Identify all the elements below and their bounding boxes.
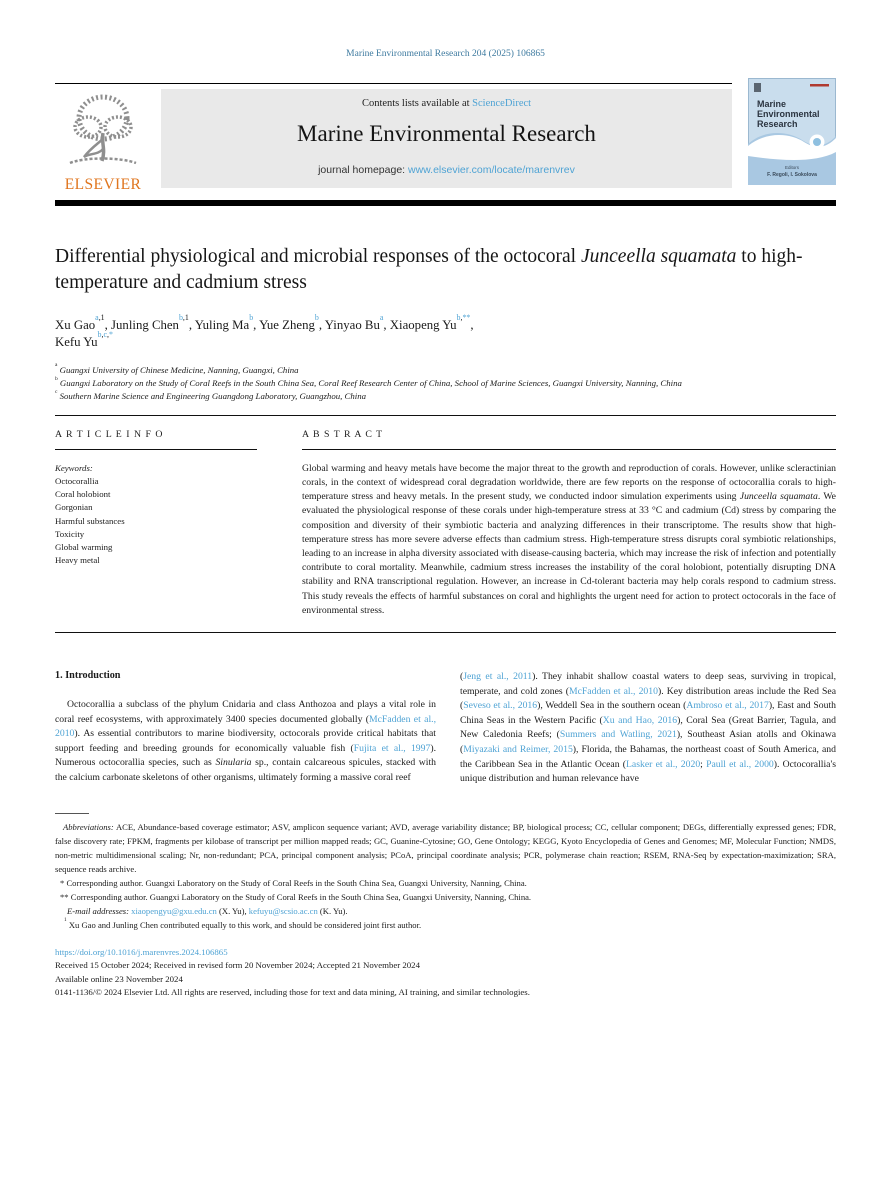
text-link[interactable]: Jeng et al., 2011 [463,670,533,682]
affiliations [55,364,836,404]
text-link[interactable]: ScienceDirect [472,98,532,109]
article-body [55,670,836,787]
info-block-bottom-rule [55,632,836,633]
contents-list-line: Contents lists available at ScienceDirect [361,98,532,109]
affiliation-b: $^b$ Guangxi Laboratory on the Study of Coral Reefs in the South China Sea, Coral Reef Research Center of China, School of Marine Sciences, Guangxi University, Nanning, China [55,375,682,388]
keyword-item: Gorgonian [55,502,93,513]
affiliation-a: $^a$ Guangxi University of Chinese Medicine, Nanning, Guangxi, China [55,362,299,375]
journal-citation: Marine Environmental Research 204 (2025) 106865 [346,49,545,59]
joint-first-author-note: $^1$ Xu Gao and Junling Chen contributed equally to this work, and should be considered joint first author. [64,917,422,930]
journal-masthead [55,83,836,194]
journal-homepage-line: journal homepage: www.elsevier.com/locate/marenvrev [318,164,575,176]
abstract-paragraph: Global warming and heavy metals have become the major threat to the growth and reproduction of corals. However, unlike scleractinian corals, in the context of widespread coral degradation worldwide, there are few reports on the response of octocorallia corals to high-temperature stress and heavy metals. In the present study, we conducted indoor simulation experiments using Junceella squamata. We evaluated the physiological response of these corals under high-temperature stress at 33 °C and cadmium (Cd) stress by comparing the composition and diversity of their symbiotic bacteria and analyzing differences in their transcriptome. The results show that high-temperature stress has more severe adverse effects than cadmium stress. High-temperature stress disrupts coral symbiotic relationships, leading to an increase in alpha diversity associated with disease-causing bacteria, which may increase the risk of infection and potentially contribute to coral mortality. Meanwhile, cadmium stress increases the instability of the coral holobiont, potentially disrupting DNA stability and RNA transcriptional regulation. However, an increase in Cd-tolerant bacteria may help corals respond to cadmium stress. This study reveals the effects of harmful substances on coral and highlights the urgent need for action to protect octocorals in the face of environmental stress. [302,462,836,616]
text-link[interactable]: Fujita et al., 1997 [353,742,431,754]
text-link[interactable]: xiaopengyu@gxu.edu.cn [131,905,217,916]
journal-cover-art [748,78,836,185]
text-link[interactable]: McFadden et al., 2010 [55,713,436,740]
text-link[interactable]: Seveso et al., 2016 [463,700,538,712]
keyword-item: Toxicity [55,528,85,539]
cover-editors-label: Editors [784,165,800,170]
elsevier-wordmark: ELSEVIER [64,176,142,193]
article-info-column [55,429,257,618]
article-info-heading: A R T I C L E I N F O [55,428,164,440]
article-title: Differential physiological and microbial responses of the octocoral Junceella squamata to high-temperature and cadmium stress [55,245,803,293]
header-divider-bar [55,200,836,206]
text-link[interactable]: a [379,312,384,322]
text-link[interactable]: Xu and Hao, 2016 [602,714,678,726]
cover-title-line: Marine [757,99,787,109]
email-addresses-note: E-mail addresses: xiaopengyu@gxu.edu.cn (X. Yu), kefuyu@scsio.ac.cn (K. Yu). [67,905,348,916]
cover-title-line: Environmental [757,109,820,119]
text-link[interactable]: Paull et al., 2000 [706,758,774,770]
footnote-area [55,813,836,1000]
text-link[interactable]: www.elsevier.com/locate/marenvrev [408,164,575,176]
journal-title: Marine Environmental Research [297,121,596,146]
text-link[interactable]: Summers and Watling, 2021 [559,729,677,741]
text-link[interactable]: c [103,329,108,339]
corresponding-author-note-2: ** Corresponding author. Guangxi Laboratory on the Study of Coral Reefs in the South China Sea, Guangxi University, Nanning, China. [60,891,532,902]
text-link[interactable]: * [109,329,113,339]
text-link[interactable]: ** [462,312,471,322]
elsevier-tree-icon [60,91,146,173]
text-link[interactable]: Ambroso et al., 2017 [686,700,769,712]
cover-editors-names: F. Regoli, I. Sokolova [767,172,817,178]
affiliation-c: $^c$ Southern Marine Science and Engineering Guangdong Laboratory, Guangzhou, China [55,388,367,402]
text-link[interactable]: b [314,312,319,322]
text-link[interactable]: b [249,312,254,322]
text-link[interactable]: b [178,312,183,322]
text-link[interactable]: a [95,312,99,322]
text-link[interactable]: Miyazaki and Reimer, 2015 [463,743,573,755]
masthead-main [55,83,732,194]
section-heading-introduction: 1. Introduction [55,669,121,681]
abstract-column [302,429,836,618]
corresponding-author-note-1: * Corresponding author. Guangxi Laboratory on the Study of Coral Reefs in the South China Sea, Guangxi University, Nanning, China. [60,877,527,888]
keyword-item: Harmful substances [55,515,125,526]
keyword-item: Coral holobiont [55,489,111,500]
body-right-column [460,670,836,787]
available-online: Available online 23 November 2024 [55,973,183,984]
journal-cover-thumbnail[interactable] [748,78,836,194]
text-link[interactable]: kefuyu@scsio.ac.cn [248,905,318,916]
publication-meta [55,946,836,1000]
keywords-list [55,462,257,568]
text-link[interactable]: b [456,312,461,322]
cover-title-line: Research [757,119,798,129]
text-link[interactable]: b [97,329,102,339]
copyright-line: 0141-1136/© 2024 Elsevier Ltd. All rights are reserved, including those for text and data mining, AI training, and similar technologies. [55,986,530,997]
body-left-column [55,670,436,787]
text-link[interactable]: McFadden et al., 2010 [569,685,658,697]
text-link[interactable]: Lasker et al., 2020 [626,758,701,770]
journal-banner [161,89,732,188]
keyword-item: Octocorallia [55,475,99,486]
intro-paragraph-left: Octocorallia a subclass of the phylum Cnidaria and class Anthozoa and plays a vital role in coral reef ecosystems, with approximately 3400 species documented globally (McFadden et al., 2010). As essential contributors to marine biodiversity, octocorals provide critical habitats that support feeding and breeding grounds for economically valuable fish (Fujita et al., 1997). Numerous octocorallia species, such as Sinularia sp., contain calcareous spicules, stacked with the calcium carbonate skeletons of other organisms, ultimately forming a massive coral reef [55,698,437,783]
abbreviations-note: Abbreviations: ACE, Abundance-based coverage estimator; ASV, amplicon sequence variant; AVD, average variability distance; BP, biological process; CC, cellular component; DEGs, differentially expressed genes; FDR, false discovery rate; FPKM, fragments per kilobase of transcript per million mapped reads; GC, Guanine-Cytosine; GO, Gene Ontology; KEGG, Kyoto Encyclopedia of Genes and Genomes; MF, Molecular Function; NMDS, non-metric multidimensional scaling; Nr, non-redundant; PCA, principal component analysis; PCoA, principal coordinate analysis; PCR, polymerase chain reaction; RSEM, RNA-Seq by expectation-maximization; SRA, sequence reads archive. [55,821,836,874]
abstract-rule [302,449,836,450]
received-dates: Received 15 October 2024; Received in revised form 20 November 2024; Accepted 21 November 2024 [55,960,420,971]
info-abstract-block [55,416,836,618]
footnote-rule [55,813,89,814]
cover-issn-mark [810,84,829,87]
keyword-item: Global warming [55,541,113,552]
elsevier-logo[interactable] [55,89,151,194]
keyword-item: Heavy metal [55,555,100,566]
cover-publisher-mark [754,83,761,92]
author-line: Xu Gao$^{a,1}$, Junling Chen$^{b,1}$, Yuling Ma$^b$, Yue Zheng$^b$, Yinyao Bu$^a$, Xiaopeng $Yu^{b,**}$, Kefu $Yu^{b,c,*}$ [55,312,474,349]
intro-paragraph-right: (Jeng et al., 2011). They inhabit shallow coastal waters to deep seas, surviving in tropical, temperate, and cold zones (McFadden et al., 2010). Key distribution areas include the Red Sea (Seveso et al., 2016), Weddell Sea in the southern ocean (Ambroso et al., 2017), East and South China Seas in the Western Pacific (Xu and Hao, 2016), Coral Sea (Great Barrier, Tagula, and New Caledonia Reefs; (Summers and Watling, 2021), Southeast Asian atolls and Okinawa (Miyazaki and Reimer, 2015), Florida, the Bahamas, the northeast coast of South America, and the Caribbean Sea in the Atlantic Ocean (Lasker et al., 2020; Paull et al., 2000). Octocorallia's unique distribution and human relevance have [460,670,837,785]
abstract-heading: A B S T R A C T [302,428,384,440]
doi-link[interactable]: https://doi.org/10.1016/j.marenvres.2024.106865 [55,946,228,957]
article-info-rule [55,449,257,450]
keywords-label: Keywords: [55,462,93,473]
